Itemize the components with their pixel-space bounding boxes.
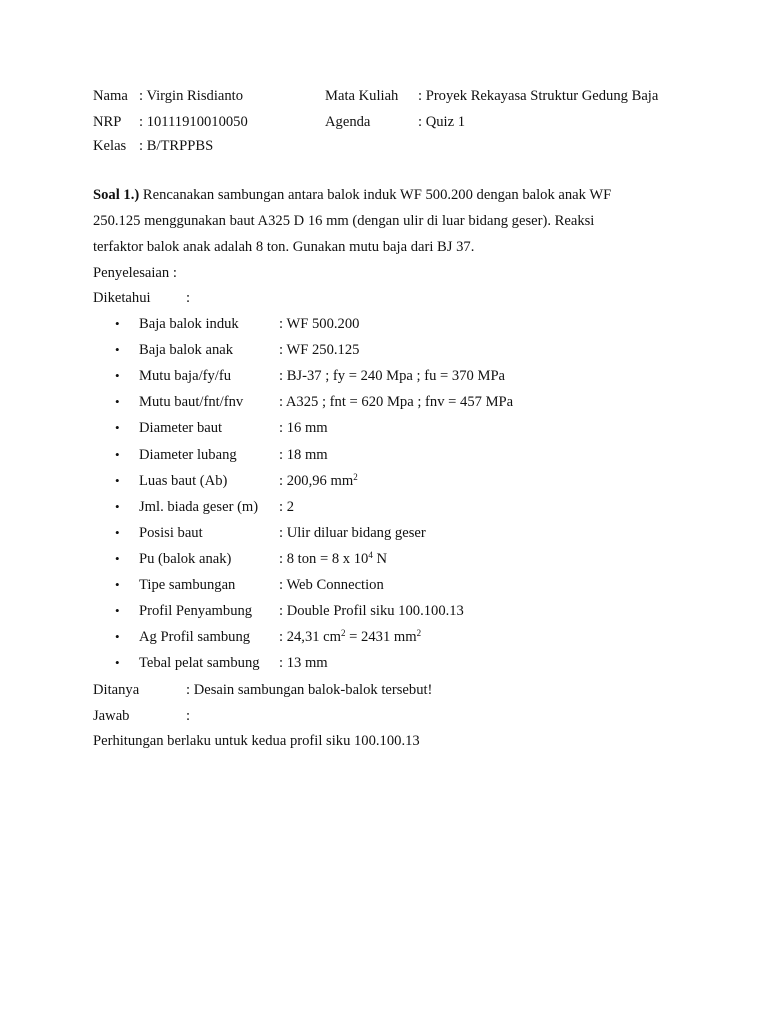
soal-text-1: Rencanakan sambungan antara balok induk WF 500.200 dengan balok anak WF [139, 187, 612, 203]
item-label: Mutu baut/fnt/fnv [139, 394, 244, 410]
bullet-icon: • [115, 577, 120, 592]
item-value-text: : 24,31 cm [279, 629, 342, 645]
item-value-text: : BJ-37 ; fy = 240 Mpa ; fu = 370 MPa [279, 368, 506, 384]
nrp-value: : 10111910010050 [139, 114, 248, 130]
soal-line-2: 250.125 menggunakan baut A325 D 16 mm (dengan ulir di luar bidang geser). Reaksi [93, 213, 595, 229]
item-value-tail: N [372, 551, 388, 567]
item-value [279, 472, 358, 490]
item-value [279, 498, 294, 516]
jawab-label: Jawab [93, 708, 130, 724]
bullet-icon: • [115, 394, 120, 409]
item-value [279, 341, 359, 359]
nrp-label: NRP [93, 114, 122, 130]
item-superscript: 4 [368, 550, 373, 560]
item-superscript: 2 [416, 628, 422, 638]
item-value-text: : 2 [279, 499, 294, 515]
item-value [279, 367, 505, 385]
bullet-icon: • [115, 420, 120, 435]
item-label: Ag Profil sambung [139, 629, 251, 645]
item-value [279, 628, 421, 646]
item-value [279, 315, 359, 333]
item-value-text: : Ulir diluar bidang geser [279, 525, 426, 541]
item-superscript: 2 [341, 628, 346, 638]
nama-label: Nama [93, 88, 128, 104]
kelas-value: : B/TRPPBS [139, 138, 214, 154]
bullet-icon: • [115, 447, 120, 462]
bullet-icon: • [115, 551, 120, 566]
soal-line-3: terfaktor balok anak adalah 8 ton. Gunakan mutu baja dari BJ 37. [93, 239, 475, 255]
kelas-label: Kelas [93, 138, 127, 154]
item-label: Profil Penyambung [139, 603, 253, 619]
item-label: Jml. biada geser (m) [139, 499, 259, 515]
item-value [279, 602, 464, 620]
item-value-text: : 200,96 mm [279, 473, 354, 489]
ditanya-label: Ditanya [93, 682, 140, 698]
bullet-icon: • [115, 525, 120, 540]
diketahui-label: Diketahui [93, 290, 151, 306]
item-value-text: : Double Profil siku 100.100.13 [279, 603, 464, 619]
item-value [279, 654, 328, 672]
penyelesaian-heading: Penyelesaian : [93, 265, 177, 281]
item-label: Tebal pelat sambung [139, 655, 260, 671]
soal-label: Soal 1.) [93, 187, 140, 203]
jawab-colon: : [186, 708, 191, 724]
agenda-value: : Quiz 1 [418, 114, 466, 130]
item-label: Luas baut (Ab) [139, 473, 228, 489]
diketahui-colon: : [186, 290, 191, 306]
item-value-text: : WF 250.125 [279, 342, 360, 358]
bullet-icon: • [115, 603, 120, 618]
ditanya-value: : Desain sambungan balok-balok tersebut! [186, 682, 433, 698]
bullet-icon: • [115, 342, 120, 357]
item-value [279, 550, 387, 568]
nama-value: : Virgin Risdianto [139, 88, 243, 104]
soal-line-1 [93, 186, 611, 204]
item-value-text: : Web Connection [279, 577, 384, 593]
item-label: Posisi baut [139, 525, 203, 541]
bullet-icon: • [115, 368, 120, 383]
mata-kuliah-value: : Proyek Rekayasa Struktur Gedung Baja [418, 88, 659, 104]
item-value-text: : 8 ton = 8 x 10 [279, 551, 369, 567]
item-label: Baja balok anak [139, 342, 234, 358]
item-value-text: : 16 mm [279, 420, 328, 436]
item-value [279, 524, 426, 542]
item-label: Mutu baja/fy/fu [139, 368, 232, 384]
item-label: Diameter baut [139, 420, 223, 436]
item-value-text: : 18 mm [279, 447, 328, 463]
item-value [279, 419, 328, 437]
perhitungan-text: Perhitungan berlaku untuk kedua profil siku 100.100.13 [93, 733, 420, 749]
bullet-icon: • [115, 629, 120, 644]
item-label: Diameter lubang [139, 447, 237, 463]
agenda-label: Agenda [325, 114, 371, 130]
mata-kuliah-label: Mata Kuliah [325, 88, 399, 104]
item-label: Baja balok induk [139, 316, 239, 332]
bullet-icon: • [115, 473, 120, 488]
item-value-tail: = 2431 mm [345, 629, 417, 645]
item-superscript: 2 [353, 472, 358, 482]
bullet-icon: • [115, 655, 120, 670]
item-value [279, 446, 328, 464]
item-value-text: : 13 mm [279, 655, 328, 671]
item-value [279, 576, 384, 594]
item-label: Tipe sambungan [139, 577, 236, 593]
item-value [279, 393, 513, 411]
item-value-text: : WF 500.200 [279, 316, 360, 332]
item-label: Pu (balok anak) [139, 551, 232, 567]
item-value-text: : A325 ; fnt = 620 Mpa ; fnv = 457 MPa [279, 394, 514, 410]
bullet-icon: • [115, 499, 120, 514]
bullet-icon: • [115, 316, 120, 331]
